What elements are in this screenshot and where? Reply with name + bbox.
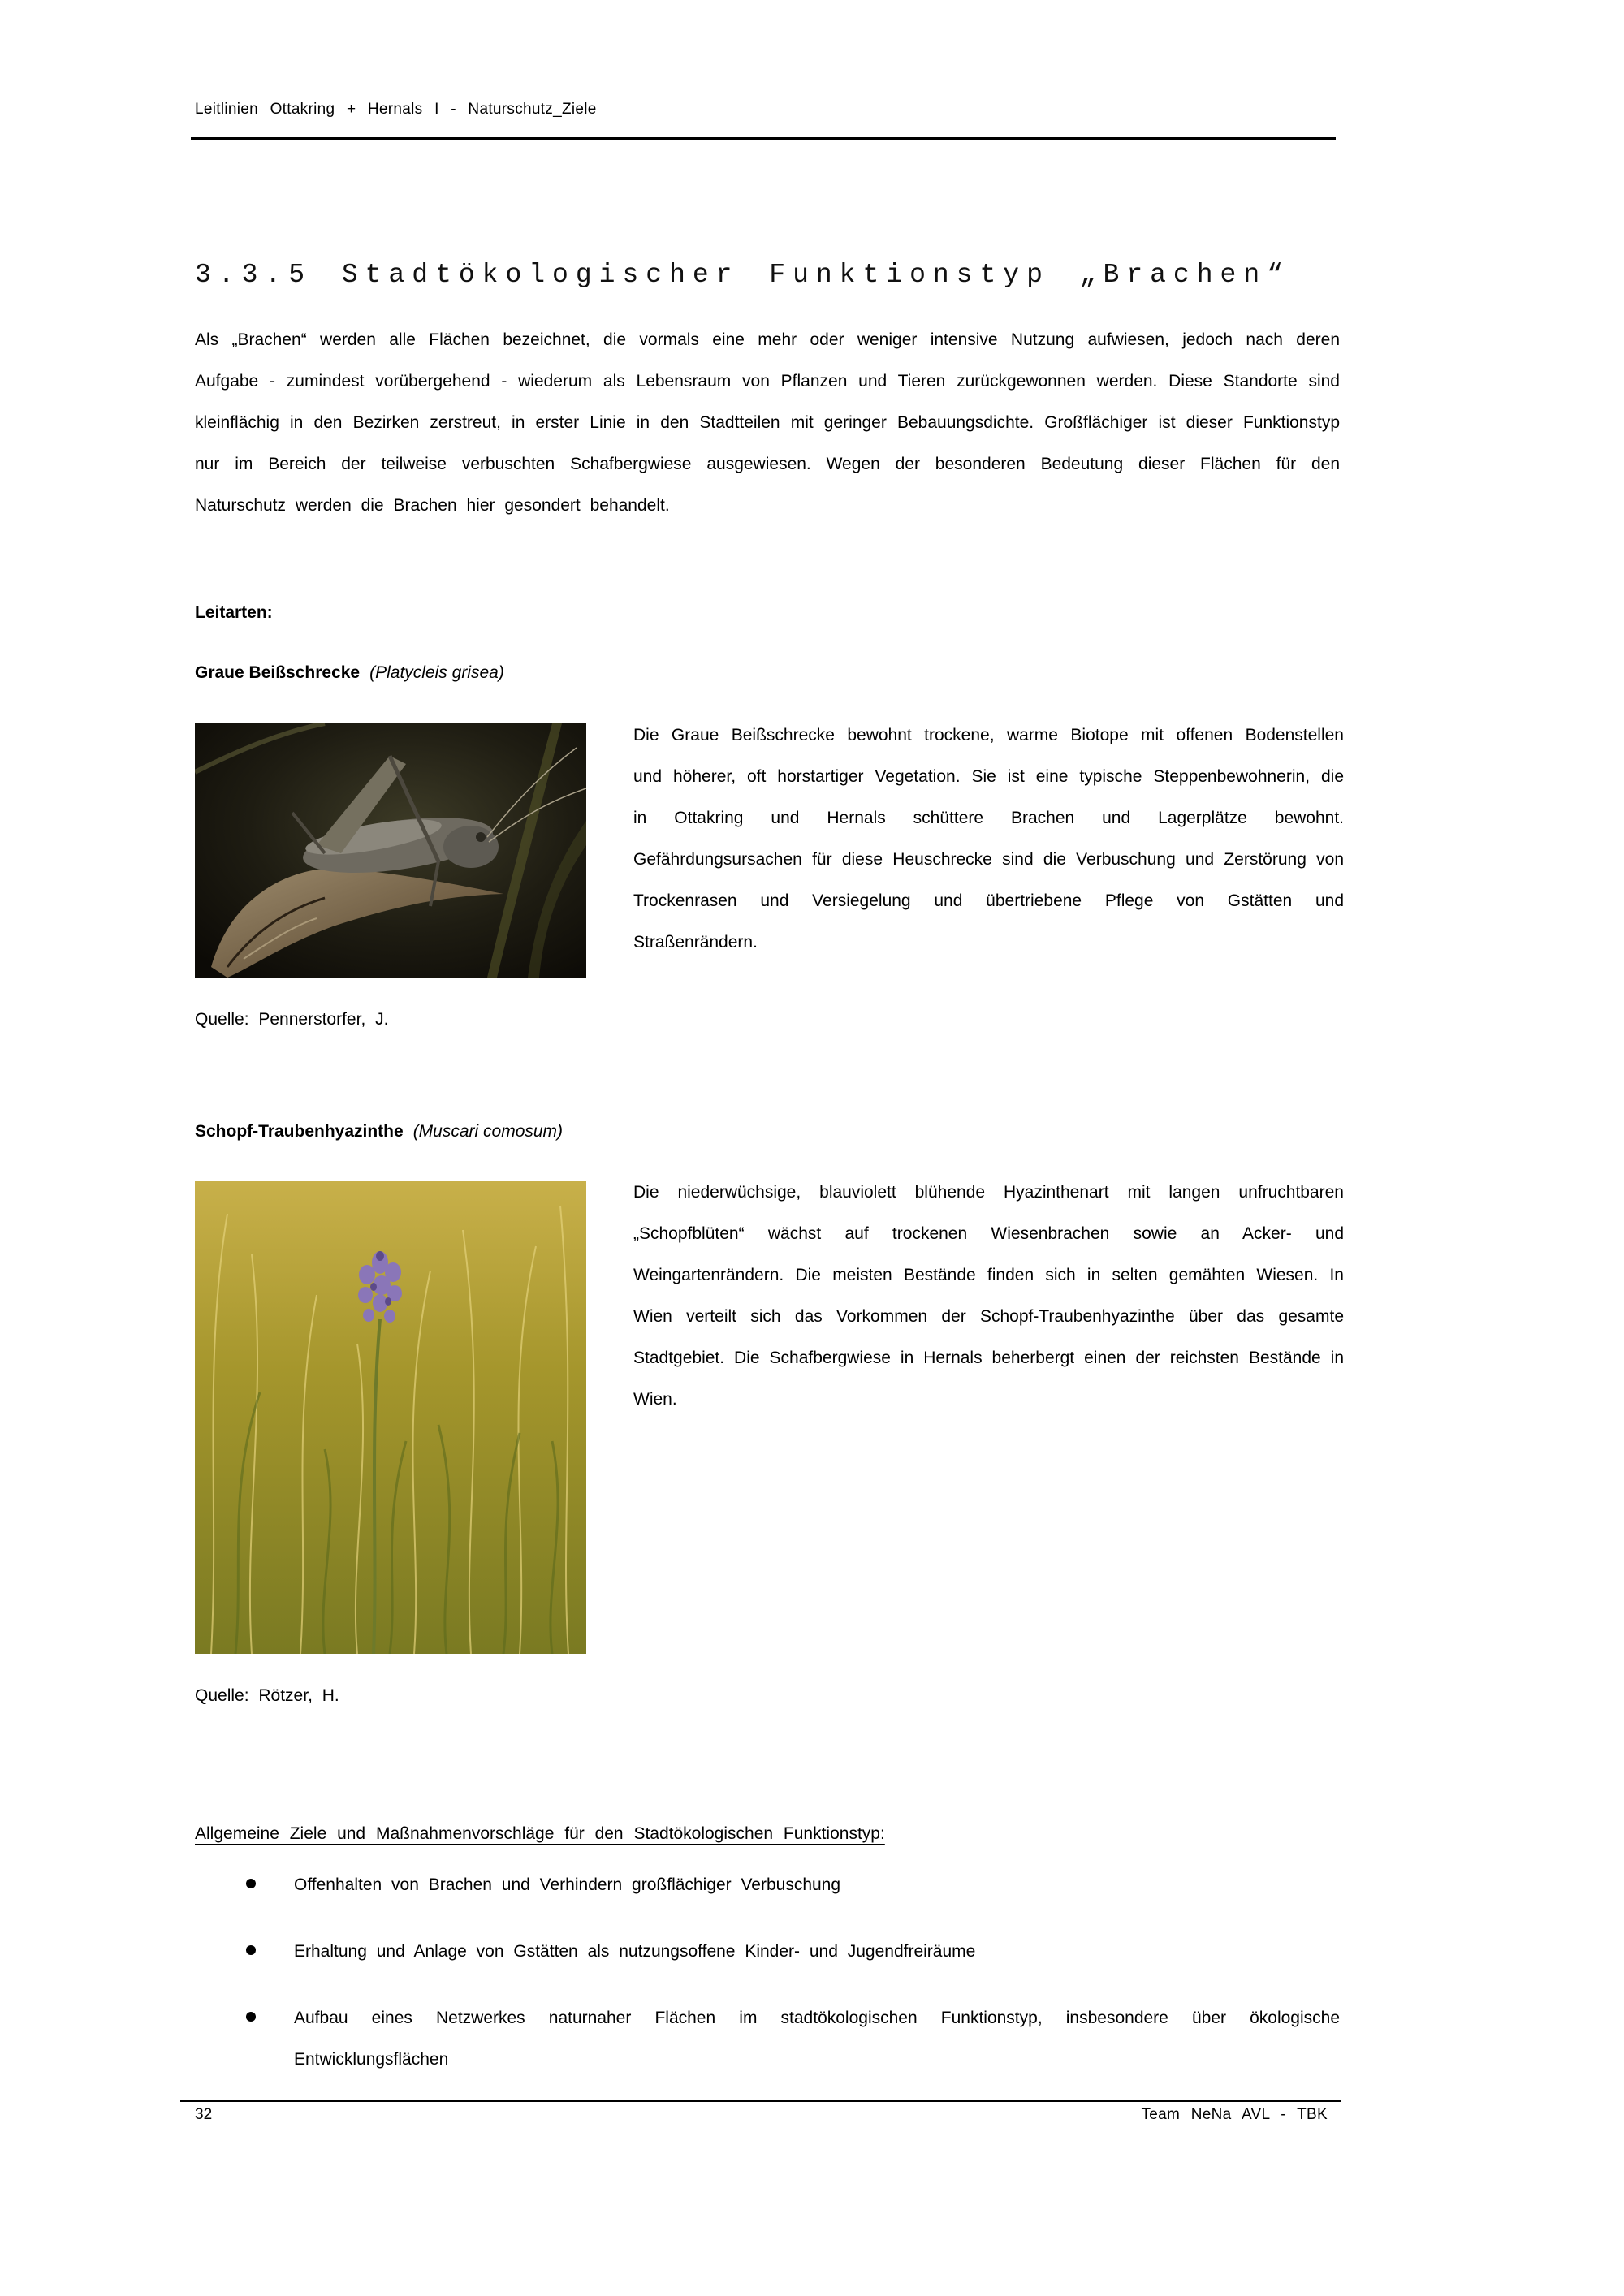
goal-text: Erhaltung und Anlage von Gstätten als nutzungsoffene Kinder- und Jugendfreiräume — [294, 1942, 976, 1961]
bullet-icon — [246, 1945, 256, 1955]
species-heading-hyacinth — [195, 1122, 563, 1142]
goals-list — [244, 1864, 1340, 2105]
species-latin-name: (Muscari comosum) — [412, 1122, 564, 1141]
bullet-icon — [246, 2012, 256, 2022]
grasshopper-photo-source: Quelle: Pennerstorfer, J. — [195, 1010, 389, 1029]
species-heading-grasshopper — [195, 663, 504, 683]
goal-text: Offenhalten von Brachen und Verhindern großflächiger Verbuschung — [294, 1875, 841, 1894]
species-common-name: Schopf-Traubenhyazinthe — [195, 1122, 404, 1141]
species-latin-name: (Platycleis grisea) — [369, 663, 504, 682]
running-header: Leitlinien Ottakring + Hernals I - Naturschutz_Ziele — [195, 101, 597, 118]
intro-paragraph: Als „Brachen“ werden alle Flächen bezeichnet, die vormals eine mehr oder weniger intensive Nutzung aufwiesen, jedoch nach deren Aufgabe - zumindest vorübergehend - wiederum als Lebensraum von Pflanzen und Tieren zurückgewonnen werden. Diese Standorte sind kleinflächig in den Bezirken zerstreut, in erster Linie in den Stadtteilen mit geringer Bebauungsdichte. Großflächiger ist dieser Funktionstyp nur im Bereich der teilweise verbuschten Schafbergwiese ausgewiesen. Wegen der besonderen Bedeutung dieser Flächen für den Naturschutz werden die Brachen hier gesondert behandelt. — [195, 330, 1340, 515]
list-item — [244, 1864, 1340, 1905]
footer-credit: Team NeNa AVL - TBK — [1141, 2106, 1328, 2123]
bullet-icon — [246, 1879, 256, 1888]
grasshopper-photo — [195, 723, 586, 978]
header-rule — [191, 137, 1336, 140]
section-title: 3.3.5 Stadtökologischer Funktionstyp „Brachen“ — [195, 260, 1290, 290]
hyacinth-description: Die niederwüchsige, blauviolett blühende Hyazinthenart mit langen unfruchtbaren „Schopfblüten“ wächst auf trockenen Wiesenbrachen sowie an Acker- und Weingartenrändern. Die meisten Bestände finden sich in selten gemähten Wiesen. In Wien verteilt sich das Vorkommen der Schopf-Traubenhyazinthe über das gesamte Stadtgebiet. Die Schafbergwiese in Hernals beherbergt einen der reichsten Bestände in Wien. — [633, 1183, 1344, 1409]
species-common-name: Graue Beißschrecke — [195, 663, 361, 682]
list-item — [244, 1931, 1340, 1972]
footer-rule — [180, 2100, 1341, 2102]
list-item — [244, 1997, 1340, 2080]
hyacinth-photo-source: Quelle: Rötzer, H. — [195, 1686, 339, 1705]
goal-text: Aufbau eines Netzwerkes naturnaher Flächen im stadtökologischen Funktionstyp, insbesondere über ökologische Entwicklungsflächen — [294, 2009, 1340, 2069]
hyacinth-photo — [195, 1181, 586, 1654]
goals-heading: Allgemeine Ziele und Maßnahmenvorschläge für den Stadtökologischen Funktionstyp: — [195, 1824, 885, 1843]
grasshopper-description: Die Graue Beißschrecke bewohnt trockene, warme Biotope mit offenen Bodenstellen und höherer, oft horstartiger Vegetation. Sie ist eine typische Steppenbewohnerin, die in Ottakring und Hernals schüttere Brachen und Lagerplätze bewohnt. Gefährdungsursachen für diese Heuschrecke sind die Verbuschung und Zerstörung von Trockenrasen und Versiegelung und übertriebene Pflege von Gstätten und Straßenrändern. — [633, 726, 1344, 952]
page-number: 32 — [195, 2106, 213, 2123]
leitarten-heading: Leitarten: — [195, 603, 273, 622]
